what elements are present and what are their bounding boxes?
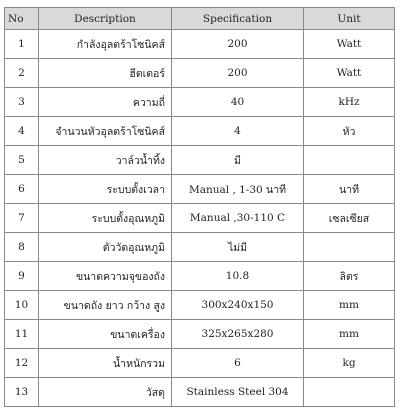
- row-description: ขนาดเครื่อง: [39, 320, 172, 349]
- row-specification: Stainless Steel 304: [172, 378, 304, 407]
- row-unit: [304, 146, 395, 175]
- row-unit: Watt: [304, 59, 395, 88]
- row-specification: 40: [172, 88, 304, 117]
- row-description: ระบบตั้งอุณหภูมิ: [39, 204, 172, 233]
- row-description: น้ำหนักรวม: [39, 349, 172, 378]
- header-description: Description: [39, 8, 172, 30]
- row-unit: นาที: [304, 175, 395, 204]
- row-number: 9: [5, 262, 39, 291]
- specification-table: [4, 7, 395, 407]
- row-description: ขนาดความจุของถัง: [39, 262, 172, 291]
- row-specification: 200: [172, 30, 304, 59]
- row-unit: ลิตร: [304, 262, 395, 291]
- table-row: [5, 30, 395, 59]
- row-unit: หัว: [304, 117, 395, 146]
- row-number: 11: [5, 320, 39, 349]
- table-row: [5, 88, 395, 117]
- row-specification: 6: [172, 349, 304, 378]
- row-number: 13: [5, 378, 39, 407]
- row-description: ตัววัดอุณหภูมิ: [39, 233, 172, 262]
- row-number: 12: [5, 349, 39, 378]
- row-number: 5: [5, 146, 39, 175]
- row-specification: 10.8: [172, 262, 304, 291]
- row-description: วัสดุ: [39, 378, 172, 407]
- table-row: [5, 175, 395, 204]
- row-specification: 325x265x280: [172, 320, 304, 349]
- row-specification: ไม่มี: [172, 233, 304, 262]
- row-unit: เซลเซียส: [304, 204, 395, 233]
- row-specification: Manual , 1-30 นาที: [172, 175, 304, 204]
- table-row: [5, 291, 395, 320]
- row-specification: มี: [172, 146, 304, 175]
- table-body: [5, 30, 395, 407]
- row-number: 7: [5, 204, 39, 233]
- header-no: No: [5, 8, 39, 30]
- table-row: [5, 146, 395, 175]
- row-specification: 300x240x150: [172, 291, 304, 320]
- header-row: [5, 8, 395, 30]
- row-number: 6: [5, 175, 39, 204]
- row-number: 4: [5, 117, 39, 146]
- header-unit: Unit: [304, 8, 395, 30]
- table-row: [5, 204, 395, 233]
- table-header: [5, 8, 395, 30]
- row-description: กำลังอุลตร้าโซนิคส์: [39, 30, 172, 59]
- row-number: 1: [5, 30, 39, 59]
- row-description: ขนาดถัง ยาว กว้าง สูง: [39, 291, 172, 320]
- table-row: [5, 233, 395, 262]
- row-unit: mm: [304, 320, 395, 349]
- row-number: 8: [5, 233, 39, 262]
- row-number: 2: [5, 59, 39, 88]
- header-specification: Specification: [172, 8, 304, 30]
- table-row: [5, 378, 395, 407]
- row-unit: mm: [304, 291, 395, 320]
- row-description: วาล์วน้ำทิ้ง: [39, 146, 172, 175]
- table-row: [5, 117, 395, 146]
- row-description: ระบบตั้งเวลา: [39, 175, 172, 204]
- table-row: [5, 262, 395, 291]
- table-row: [5, 349, 395, 378]
- table-row: [5, 320, 395, 349]
- table-row: [5, 59, 395, 88]
- row-specification: 4: [172, 117, 304, 146]
- row-description: ความถี่: [39, 88, 172, 117]
- row-unit: kHz: [304, 88, 395, 117]
- row-description: จำนวนหัวอุลตร้าโซนิคส์: [39, 117, 172, 146]
- row-specification: Manual ,30-110 C: [172, 204, 304, 233]
- row-unit: [304, 378, 395, 407]
- row-specification: 200: [172, 59, 304, 88]
- row-description: ฮีตเตอร์: [39, 59, 172, 88]
- row-number: 3: [5, 88, 39, 117]
- row-unit: kg: [304, 349, 395, 378]
- row-number: 10: [5, 291, 39, 320]
- row-unit: [304, 233, 395, 262]
- row-unit: Watt: [304, 30, 395, 59]
